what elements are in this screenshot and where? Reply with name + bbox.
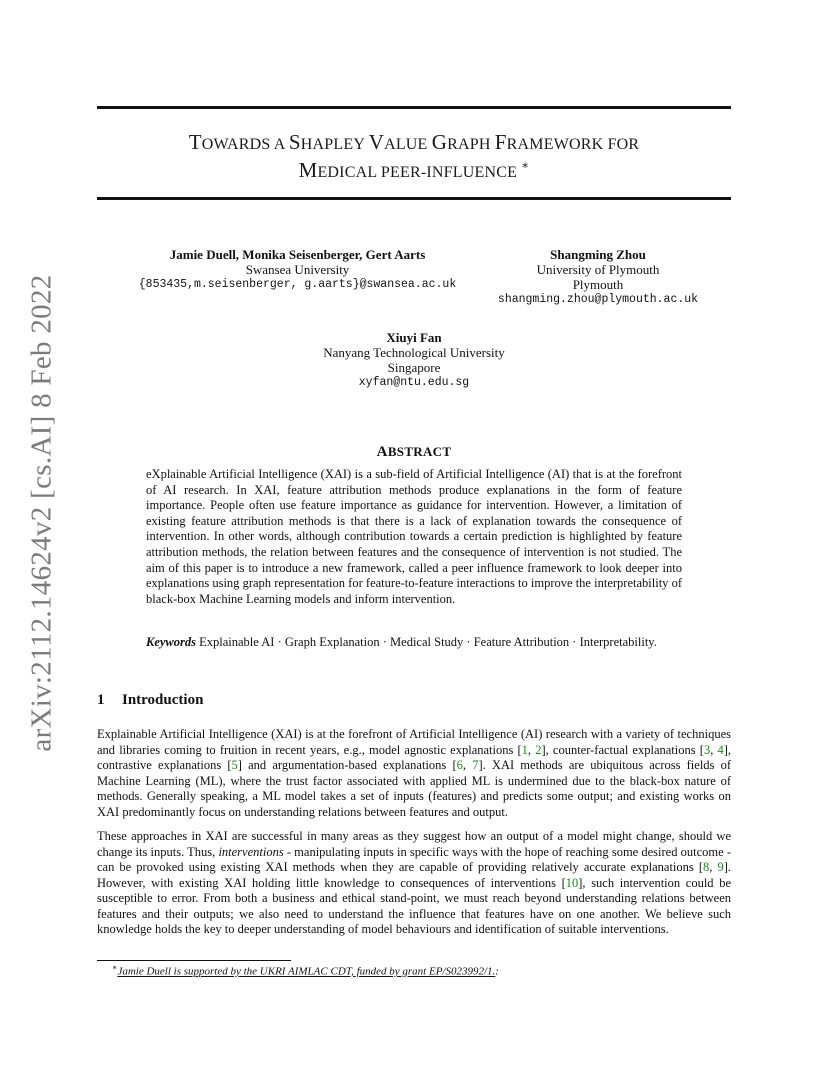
title-word <box>289 130 369 154</box>
intro-paragraph-1 <box>97 727 731 820</box>
author-names: Jamie Duell, Monika Seisenberger, Gert Aarts <box>169 247 426 262</box>
title-cap: V <box>368 130 385 154</box>
text-run: ] and argumentation-based explanations [ <box>237 758 457 772</box>
section-heading-introduction <box>97 692 203 709</box>
text-run: ], counter-factual explanations [ <box>541 742 704 757</box>
abstract-heading-cap: A <box>376 444 388 460</box>
title-rest: OWARDS A <box>201 136 289 153</box>
abstract-body: eXplainable Artificial Intelligence (XAI) is a sub-field of Artificial Intelligence (AI) that is at the forefront of AI research. In XAI, feature attribution methods produce explanations in the form of feature importance. People often use feature importance as guidance for intervention. However, a limitation of existing feature attribution methods is that there is a lack of explanation towards the consequence of intervention. In other words, although contribution towards a certain prediction is highlighted by feature attribution methods, the relation between features and the consequence of intervention is not studied. The aim of this paper is to introduce a new framework, called a peer influence framework to look deeper into explanations using graph representation for feature-to-feature interactions to improve the interpretability of black-box Machine Learning models and inform intervention. <box>146 467 682 606</box>
footnote-text[interactable]: Jamie Duell is supported by the UKRI AIMLAC CDT, funded by grant EP/S023992/1. <box>117 965 496 978</box>
citation-link[interactable]: 7 <box>472 758 479 772</box>
section-number: 1 <box>97 692 105 708</box>
title-rest: RAPH <box>447 136 495 153</box>
author-block-plymouth <box>488 247 708 307</box>
text-run: , <box>710 742 718 757</box>
title-top-rule <box>97 106 731 109</box>
title-word <box>189 130 289 154</box>
author-affiliation: University of Plymouth <box>536 262 660 277</box>
author-location: Singapore <box>387 360 441 375</box>
citation-link[interactable]: 1 <box>521 742 528 757</box>
text-run: , <box>709 860 718 874</box>
title-word <box>432 130 495 154</box>
author-affiliation: Swansea University <box>245 262 350 277</box>
abstract-heading-rest: BSTRACT <box>387 444 452 459</box>
footnote-mark: ∗ <box>112 963 118 972</box>
author-email[interactable]: {853435,m.seisenberger, g.aarts}@swansea.ac.uk <box>138 278 457 291</box>
author-email[interactable]: shangming.zhou@plymouth.ac.uk <box>497 293 699 306</box>
footnote <box>112 963 499 978</box>
keywords <box>146 634 682 650</box>
title-rest: HAPLEY <box>300 136 369 153</box>
author-block-swansea <box>120 247 475 292</box>
keywords-text: Explainable AI · Graph Explanation · Medical Study · Feature Attribution · Interpretability. <box>199 635 657 649</box>
title-cap: S <box>288 130 301 154</box>
text-run: ], contrastive explanations [ <box>97 742 732 772</box>
author-names: Xiuyi Fan <box>386 330 442 345</box>
text-run: These approaches in XAI are successful in many areas as they suggest how an output of a model might change, should we change its inputs. Thus, <box>97 829 731 859</box>
footnote-trail: : <box>495 965 499 978</box>
emphasis-interventions: interventions <box>218 844 284 859</box>
title-word <box>495 130 640 154</box>
text-run: ]. However, with existing XAI holding little knowledge to consequences of interventions [ <box>97 860 731 890</box>
title-word <box>369 130 432 154</box>
text-run: , <box>527 742 536 757</box>
arxiv-identifier-text: arXiv:2112.14624v2 [cs.AI] 8 Feb 2022 <box>25 274 58 752</box>
paper-title-line-1 <box>97 130 731 155</box>
citation-link[interactable]: 4 <box>717 742 724 757</box>
author-location: Plymouth <box>572 277 624 292</box>
intro-paragraph-2 <box>97 829 731 938</box>
title-footnote-mark[interactable]: ∗ <box>521 158 530 172</box>
author-block-ntu <box>264 330 564 390</box>
text-run: - manipulating inputs in specific ways with the hope of reaching some desired outcome - can be provoked using existing XAI methods when they are capable of providing relatively accurate explanations [ <box>97 844 731 874</box>
citation-link[interactable]: 5 <box>231 758 238 772</box>
section-title: Introduction <box>122 692 204 708</box>
citation-link[interactable]: 6 <box>456 758 463 772</box>
title-bottom-rule <box>97 197 731 200</box>
title-rest: RAMEWORK FOR <box>506 136 640 153</box>
author-names: Shangming Zhou <box>550 247 646 262</box>
citation-link[interactable]: 10 <box>565 875 579 890</box>
citation-link[interactable]: 8 <box>703 860 710 874</box>
title-cap: F <box>494 130 507 154</box>
keywords-label: Keywords <box>146 635 196 649</box>
citation-link[interactable]: 3 <box>703 742 711 757</box>
text-run: ]. XAI methods are ubiquitous across fields of Machine Learning (ML), where the trust factor associated with applied ML is undermined due to the black-box nature of methods. Generally speaking, a ML model takes a set of inputs (features) and predicts some output; and existing works on XAI predominantly focus on understanding relations between features and output. <box>97 758 732 819</box>
title-rest: EDICAL PEER-INFLUENCE <box>317 164 518 181</box>
text-run: , <box>462 758 473 772</box>
title-cap: T <box>188 130 202 154</box>
footnote-rule <box>97 960 291 961</box>
paper-title-line-2 <box>97 158 731 183</box>
text-run: Explainable Artificial Intelligence (XAI) is at the forefront of Artificial Intelligence (AI) research with a variety of techniques and libraries coming to fruition in recent years, e.g., model agnostic explanations [ <box>97 727 731 757</box>
author-affiliation: Nanyang Technological University <box>323 345 505 360</box>
text-run: ], such intervention could be susceptible to error. From both a business and ethical stand-point, we must reach beyond understanding relations between features and their outputs; we also need to understand the influence that features have on one another. We believe such knowledge holds the key to deeper understanding of model behaviours and identification of suitable interventions. <box>97 875 732 936</box>
title-cap: M <box>298 158 318 182</box>
abstract-heading <box>97 444 731 461</box>
author-email[interactable]: xyfan@ntu.edu.sg <box>358 376 470 389</box>
title-rest: ALUE <box>384 136 432 153</box>
citation-link[interactable]: 9 <box>717 860 724 874</box>
citation-link[interactable]: 2 <box>535 742 542 757</box>
title-cap: G <box>431 130 448 154</box>
